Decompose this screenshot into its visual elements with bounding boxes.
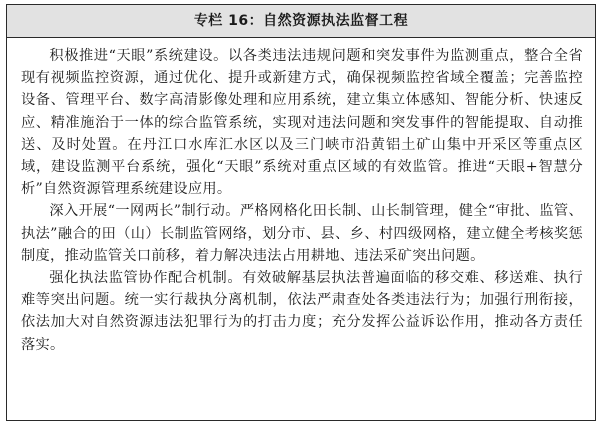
paragraph-tianyan: 积极推进“天眼”系统建设。以各类违法违规问题和突发事件为监测重点，整合全省现有视频监控资源，通过优化、提升或新建方式，确保视频监控省域全覆盖；完善监控设备、管理平台、数字高清影像处理和应用系统，建立集立体感知、智能分析、快速反应、精准施治于一体的综合监管系统，实现对违法问题和突发事件的智能提取、自动推送、及时处置。在丹江口水库汇水区以及三门峡市沿黄铝土矿山集中开采区等重点区域，建设监测平台系统，强化“天眼”系统对重点区域的有效监管。推进“天眼+智慧分析”自然资源管理系统建设应用。 xyxy=(21,48,583,198)
feature-box xyxy=(6,4,596,421)
box-content xyxy=(21,45,583,356)
paragraph-enforcement-coordination: 强化执法监管协作配合机制。有效破解基层执法普遍面临的移交难、移送难、执行难等突出问题。统一实行裁执分离机制，依法严肃查处各类违法行为；加强行刑衔接，依法加大对自然资源违法犯罪行为的打击力度；充分发挥公益诉讼作用，推动各方责任落实。 xyxy=(21,270,583,353)
paragraph-yiwangliangchang: 深入开展“一网两长”制行动。严格网格化田长制、山长制管理，健全“审批、监管、执法”融合的田（山）长制监管网络，划分市、县、乡、村四级网格，建立健全考核奖惩制度，推动监管关口前移，着力解决违法占用耕地、违法采矿突出问题。 xyxy=(21,203,583,264)
box-title: 专栏 16：自然资源执法监督工程 xyxy=(7,5,595,38)
